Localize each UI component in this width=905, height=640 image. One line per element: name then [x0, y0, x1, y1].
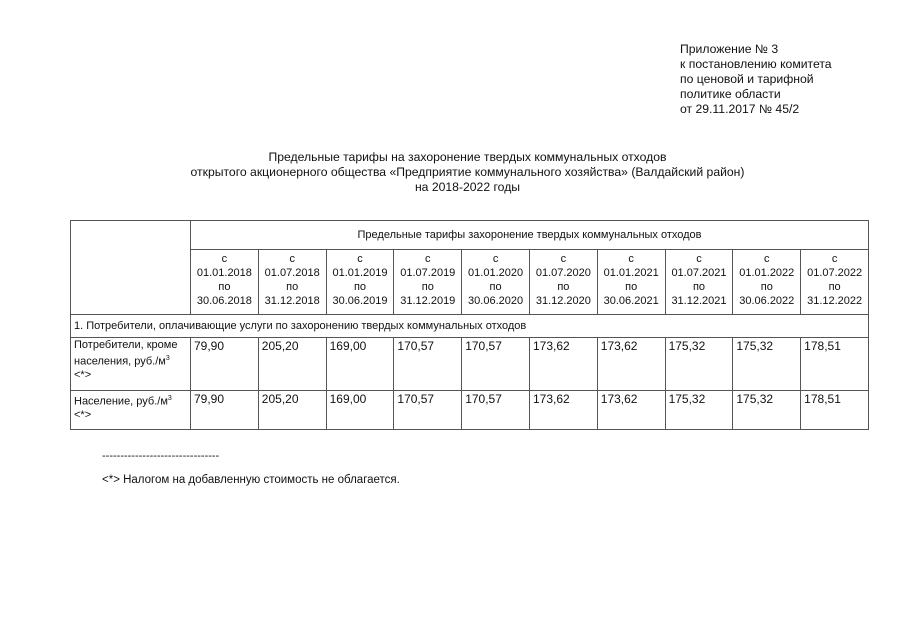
tariff-value: 169,00 — [326, 338, 394, 391]
appendix-line: от 29.11.2017 № 45/2 — [680, 102, 800, 116]
section-title: 1. Потребители, оплачивающие услуги по захоронению твердых коммунальных отходов — [71, 315, 869, 338]
footnote-divider: -------------------------------- — [102, 450, 220, 462]
table-main-header: Предельные тарифы захоронение твердых коммунальных отходов — [191, 221, 869, 250]
tariff-value: 79,90 — [191, 391, 259, 430]
appendix-line: по ценовой и тарифной — [680, 72, 814, 86]
periods-row — [71, 250, 869, 315]
table-row — [71, 338, 869, 391]
tariff-value: 170,57 — [394, 338, 462, 391]
tariff-value: 205,20 — [258, 338, 326, 391]
section-row — [71, 315, 869, 338]
tariff-value: 173,62 — [529, 338, 597, 391]
tariff-value: 79,90 — [191, 338, 259, 391]
tariff-value: 175,32 — [665, 338, 733, 391]
period-header: с 01.01.2022 по 30.06.2022 — [733, 250, 801, 315]
table-header-row — [71, 221, 869, 250]
row-label: Население, $руб./м^3$ <*> — [71, 391, 191, 430]
tariff-value: 170,57 — [462, 391, 530, 430]
tariff-value: 175,32 — [733, 391, 801, 430]
period-header: с 01.01.2018 по 30.06.2018 — [191, 250, 259, 315]
appendix-line: политике области — [680, 87, 781, 101]
appendix-line: к постановлению комитета — [680, 57, 832, 71]
row-label: Потребители, кроме населения, $руб./м^3$ <*> — [71, 338, 191, 391]
title-line: на 2018-2022 годы — [414, 180, 521, 194]
tariff-value: 205,20 — [258, 391, 326, 430]
tariff-value: 173,62 — [597, 338, 665, 391]
period-header: с 01.07.2018 по 31.12.2018 — [258, 250, 326, 315]
tariff-value: 175,32 — [665, 391, 733, 430]
tariff-value: 173,62 — [529, 391, 597, 430]
period-header: с 01.07.2019 по 31.12.2019 — [394, 250, 462, 315]
tariff-value: 175,32 — [733, 338, 801, 391]
tariffs-table — [70, 220, 869, 430]
tariff-value: 170,57 — [394, 391, 462, 430]
period-header: с 01.07.2020 по 31.12.2020 — [529, 250, 597, 315]
tariff-value: 173,62 — [597, 391, 665, 430]
title-line: Предельные тарифы на захоронение твердых коммунальных отходов — [268, 150, 667, 164]
period-header: с 01.01.2021 по 30.06.2021 — [597, 250, 665, 315]
appendix-line: Приложение № 3 — [680, 42, 779, 56]
period-header: с 01.07.2022 по 31.12.2022 — [801, 250, 869, 315]
header-empty-cell — [71, 221, 191, 315]
appendix-block — [680, 42, 832, 117]
tariff-value: 170,57 — [462, 338, 530, 391]
title-line: открытого акционерного общества «Предприятие коммунального хозяйства» (Валдайский район) — [190, 165, 745, 179]
tariff-value: 169,00 — [326, 391, 394, 430]
document-title — [70, 150, 865, 195]
tariff-value: 178,51 — [801, 338, 869, 391]
period-header: с 01.07.2021 по 31.12.2021 — [665, 250, 733, 315]
tariff-value: 178,51 — [801, 391, 869, 430]
table-row — [71, 391, 869, 430]
period-header: с 01.01.2020 по 30.06.2020 — [462, 250, 530, 315]
period-header: с 01.01.2019 по 30.06.2019 — [326, 250, 394, 315]
footnote-text: <*> Налогом на добавленную стоимость не облагается. — [102, 474, 400, 486]
